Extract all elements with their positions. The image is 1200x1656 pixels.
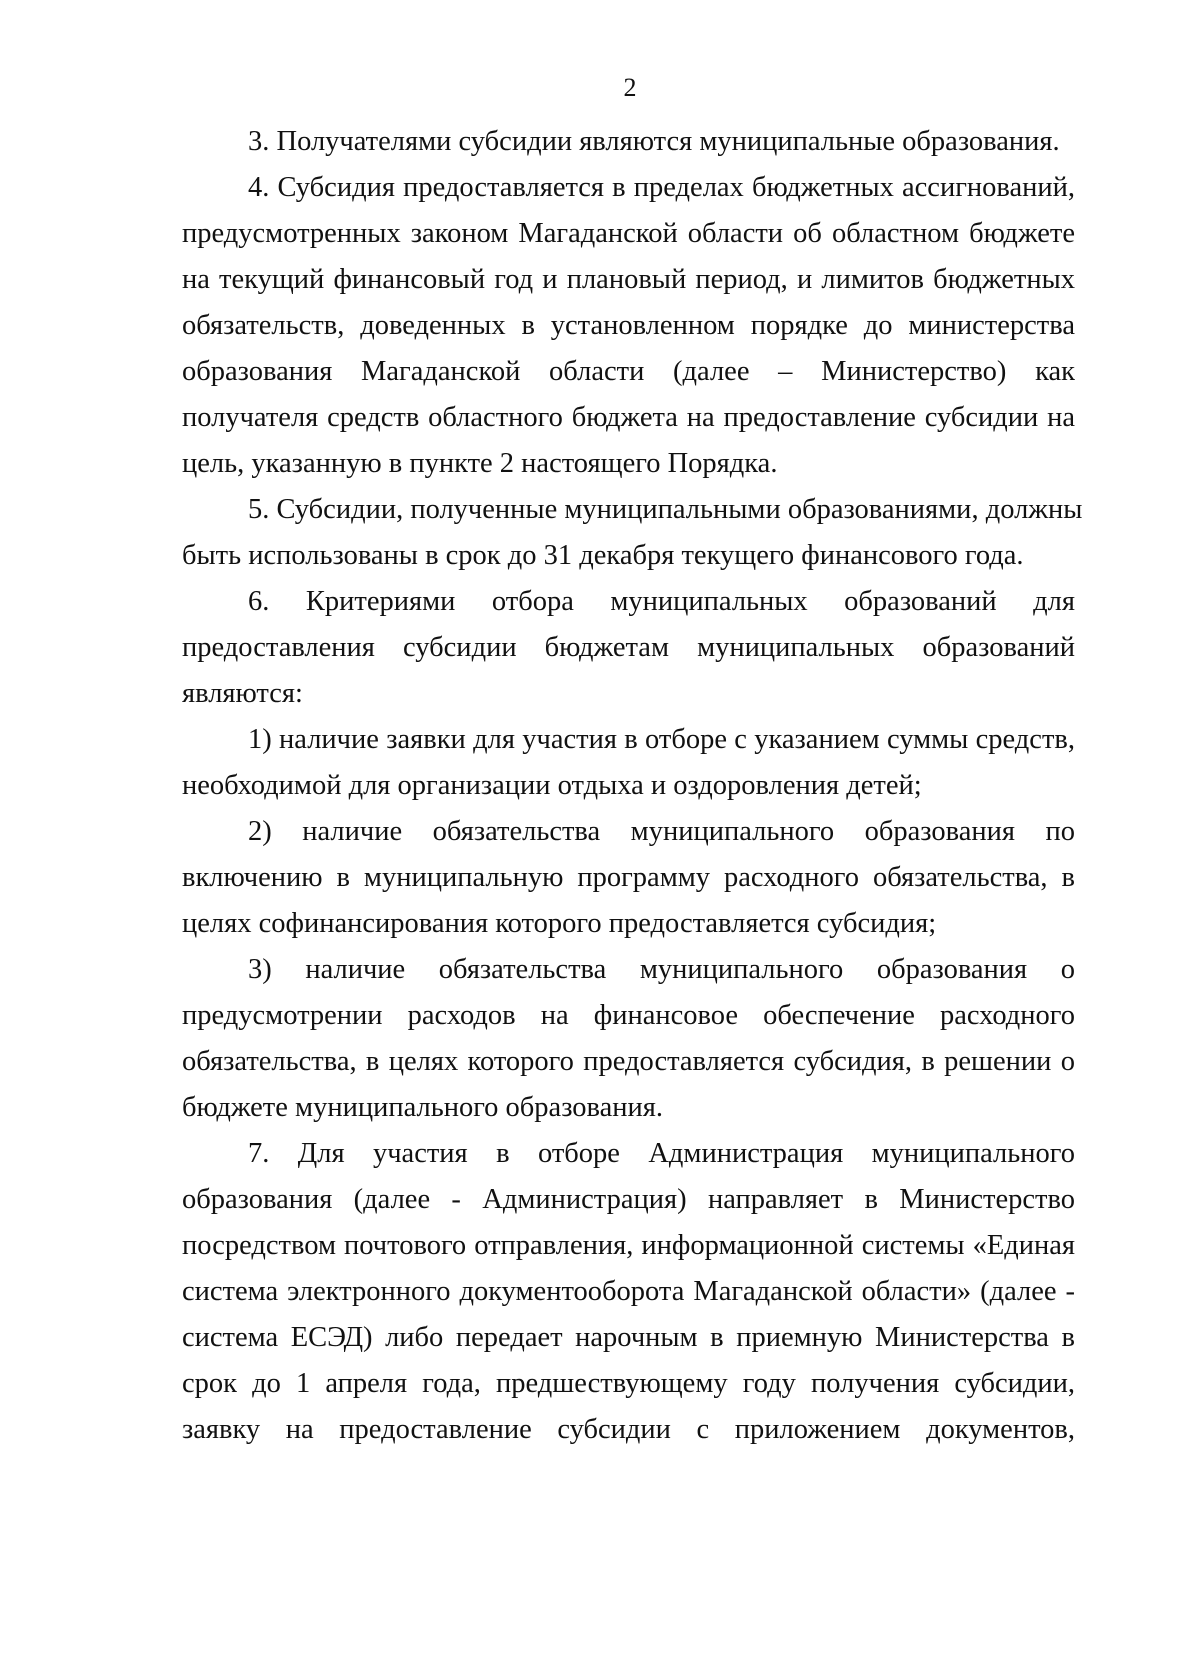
text-line: предусмотрении расходов на финансовое обеспечение расходного <box>182 1000 1075 1031</box>
text-line: срок до 1 апреля года, предшествующему году получения субсидии, <box>182 1368 1075 1399</box>
text-line: заявку на предоставление субсидии с приложением документов, <box>182 1414 1075 1445</box>
text-line: система электронного документооборота Магаданской области» (далее - <box>182 1276 1075 1307</box>
text-line: целях софинансирования которого предоставляется субсидия; <box>182 908 937 939</box>
text-line: образования Магаданской области (далее – Министерство) как <box>182 356 1075 387</box>
text-line: система ЕСЭД) либо передает нарочным в приемную Министерства в <box>182 1322 1075 1353</box>
text-line: обязательства, в целях которого предоставляется субсидия, в решении о <box>182 1046 1075 1077</box>
page-number: 2 <box>623 73 637 102</box>
text-line: необходимой для организации отдыха и оздоровления детей; <box>182 770 922 801</box>
text-line: 3. Получателями субсидии являются муниципальные образования. <box>248 126 1060 157</box>
text-line: 6. Критериями отбора муниципальных образований для <box>248 586 1075 617</box>
text-line: обязательств, доведенных в установленном порядке до министерства <box>182 310 1075 341</box>
text-line: на текущий финансовый год и плановый период, и лимитов бюджетных <box>182 264 1075 295</box>
text-line: образования (далее - Администрация) направляет в Министерство <box>182 1184 1075 1215</box>
text-line: цель, указанную в пункте 2 настоящего Порядка. <box>182 448 778 479</box>
text-line: включению в муниципальную программу расходного обязательства, в <box>182 862 1075 893</box>
text-line: 3) наличие обязательства муниципального образования о <box>248 954 1075 985</box>
text-line: 4. Субсидия предоставляется в пределах бюджетных ассигнований, <box>248 172 1075 203</box>
text-line: 7. Для участия в отборе Администрация муниципального <box>248 1138 1075 1169</box>
text-line: получателя средств областного бюджета на предоставление субсидии на <box>182 402 1075 433</box>
text-line: 5. Субсидии, полученные муниципальными образованиями, должны <box>248 494 1083 525</box>
text-line: быть использованы в срок до 31 декабря текущего финансового года. <box>182 540 1024 571</box>
text-line: 1) наличие заявки для участия в отборе с указанием суммы средств, <box>248 724 1075 755</box>
text-line: предоставления субсидии бюджетам муниципальных образований <box>182 632 1075 663</box>
text-line: предусмотренных законом Магаданской области об областном бюджете <box>182 218 1075 249</box>
text-line: посредством почтового отправления, информационной системы «Единая <box>182 1230 1075 1261</box>
text-line: бюджете муниципального образования. <box>182 1092 664 1123</box>
text-line: 2) наличие обязательства муниципального образования по <box>248 816 1075 847</box>
text-line: являются: <box>182 678 303 709</box>
